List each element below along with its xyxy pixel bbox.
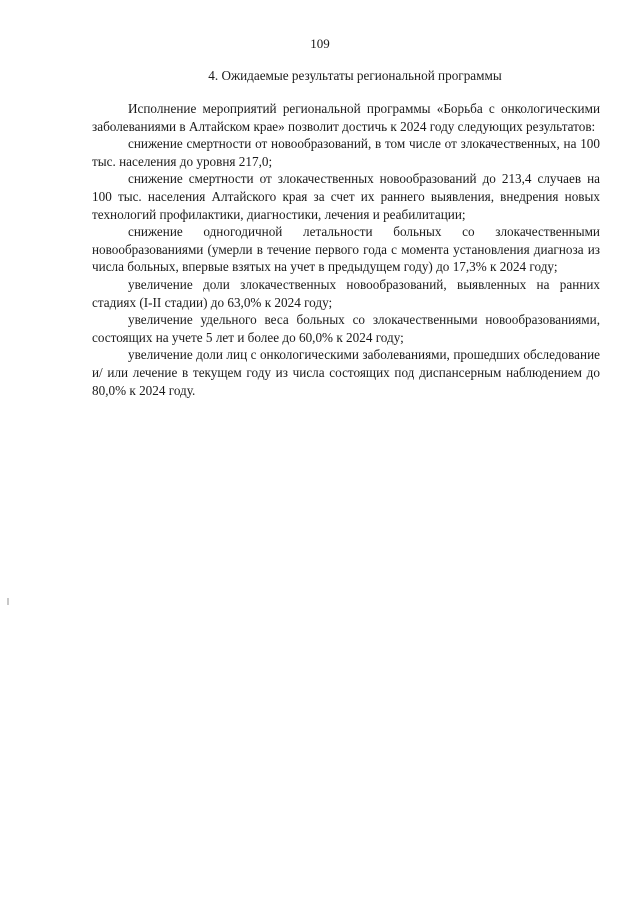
document-body (92, 100, 600, 399)
result-item: снижение смертности от злокачественных новообразований до 213,4 случаев на 100 тыс. населения Алтайского края за счет их раннего выявления, внедрения новых технологий профилактики, диагностики, лечения и реабилитации; (92, 171, 600, 222)
intro-paragraph: Исполнение мероприятий региональной программы «Борьба с онкологическими заболеваниями в Алтайском крае» позволит достичь к 2024 году следующих результатов: (92, 101, 600, 134)
result-item: увеличение доли злокачественных новообразований, выявленных на ранних стадиях (I-II стадии) до 63,0% к 2024 году; (92, 276, 600, 310)
result-item: снижение одногодичной летальности больных со злокачественными новообразованиями (умерли в течение первого года с момента установления диагноза из числа больных, впервые взятых на учет в предыдущем году) до 17,3% к 2024 году; (92, 224, 600, 275)
result-item: снижение смертности от новообразований, в том числе от злокачественных, на 100 тыс. населения до уровня 217,0; (92, 136, 600, 169)
result-item: увеличение доли лиц с онкологическими заболеваниями, прошедших обследование и/ или лечение в текущем году из числа состоящих под диспансерным наблюдением до 80,0% к 2024 году. (92, 347, 600, 398)
section-heading: 4. Ожидаемые результаты региональной программы (208, 68, 502, 83)
scan-margin-mark (7, 598, 9, 605)
result-item: увеличение удельного веса больных со злокачественными новообразованиями, состоящих на учете 5 лет и более до 60,0% к 2024 году; (92, 312, 600, 345)
page-number: 109 (310, 36, 330, 51)
